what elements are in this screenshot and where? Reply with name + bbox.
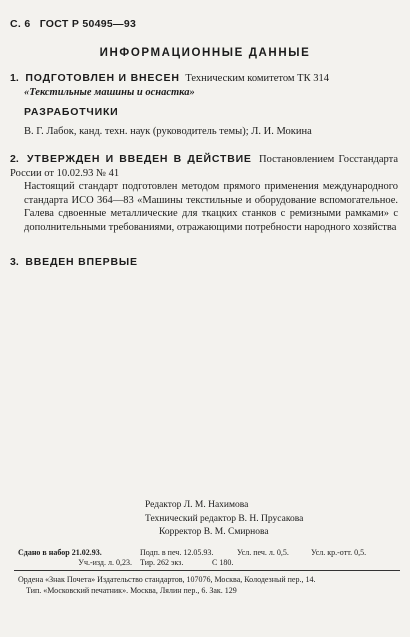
section-1-heading: ПОДГОТОВЛЕН И ВНЕСЕН (25, 72, 180, 84)
printer-info (18, 575, 398, 596)
divider-line (14, 570, 400, 571)
section-1 (10, 72, 398, 86)
page-header (10, 18, 136, 30)
editor-credit: Редактор Л. М. Нахимова (145, 500, 249, 510)
section-1-number: 1. (10, 72, 19, 84)
section-1-text: Техническим комитетом ТК 314 (185, 73, 329, 84)
signed-to-print: Подп. в печ. 12.05.93. (140, 548, 214, 557)
printed-sheets: Усл. печ. л. 0,5. (237, 548, 289, 557)
developers-heading: РАЗРАБОТЧИКИ (24, 106, 119, 118)
print-run: Тир. 262 экз. (140, 558, 184, 567)
publication-info (18, 548, 366, 568)
standard-code: ГОСТ Р 50495—93 (39, 18, 137, 30)
section-3-number: 3. (10, 256, 19, 268)
section-3-heading: ВВЕДЕН ВПЕРВЫЕ (25, 256, 138, 268)
section-3 (10, 256, 398, 270)
section-2-number: 2. (10, 153, 19, 165)
section-1-committee-name: «Текстильные машины и оснастка» (24, 87, 195, 98)
section-2 (10, 153, 398, 180)
publisher-sheets: Уч.-изд. л. 0,23. (78, 558, 132, 567)
corrector-credit: Корректор В. М. Смирнова (159, 527, 269, 537)
section-title: ИНФОРМАЦИОННЫЕ ДАННЫЕ (99, 47, 311, 59)
order-code: С 180. (212, 558, 234, 567)
credits-block (145, 499, 303, 540)
developers-list: В. Г. Лабок, канд. техн. наук (руководитель темы); Л. И. Мокина (24, 126, 312, 137)
section-2-text: Постановлением Госстандарта России от 10.02.93 № 41 (10, 154, 399, 179)
section-2-paragraph: Настоящий стандарт подготовлен методом прямого применения международного стандарта ИСО 364—83 «Машины текстильные и оборудование вспомогательное. Галева сдвоенные металлические для ткацких станков с ремизными рамками» с дополнительными требованиями, отражающими потребности народного хозяйства (24, 181, 398, 233)
tech-editor-credit: Технический редактор В. Н. Прусакова (145, 513, 304, 524)
color-prints: Усл. кр.-отт. 0,5. (311, 548, 367, 557)
printing-house-line: Тип. «Московский печатник». Москва, Лялин пер., 6. Зак. 129 (26, 585, 237, 595)
publisher-line: Ордена «Знак Почета» Издательство стандартов, 107076, Москва, Колодезный пер., 14. (18, 575, 316, 584)
section-2-heading: УТВЕРЖДЕН И ВВЕДЕН В ДЕЙСТВИЕ (27, 153, 252, 165)
page-number: С. 6 (10, 18, 31, 30)
sent-to-typeset: Сдано в набор 21.02.93. (18, 548, 102, 557)
